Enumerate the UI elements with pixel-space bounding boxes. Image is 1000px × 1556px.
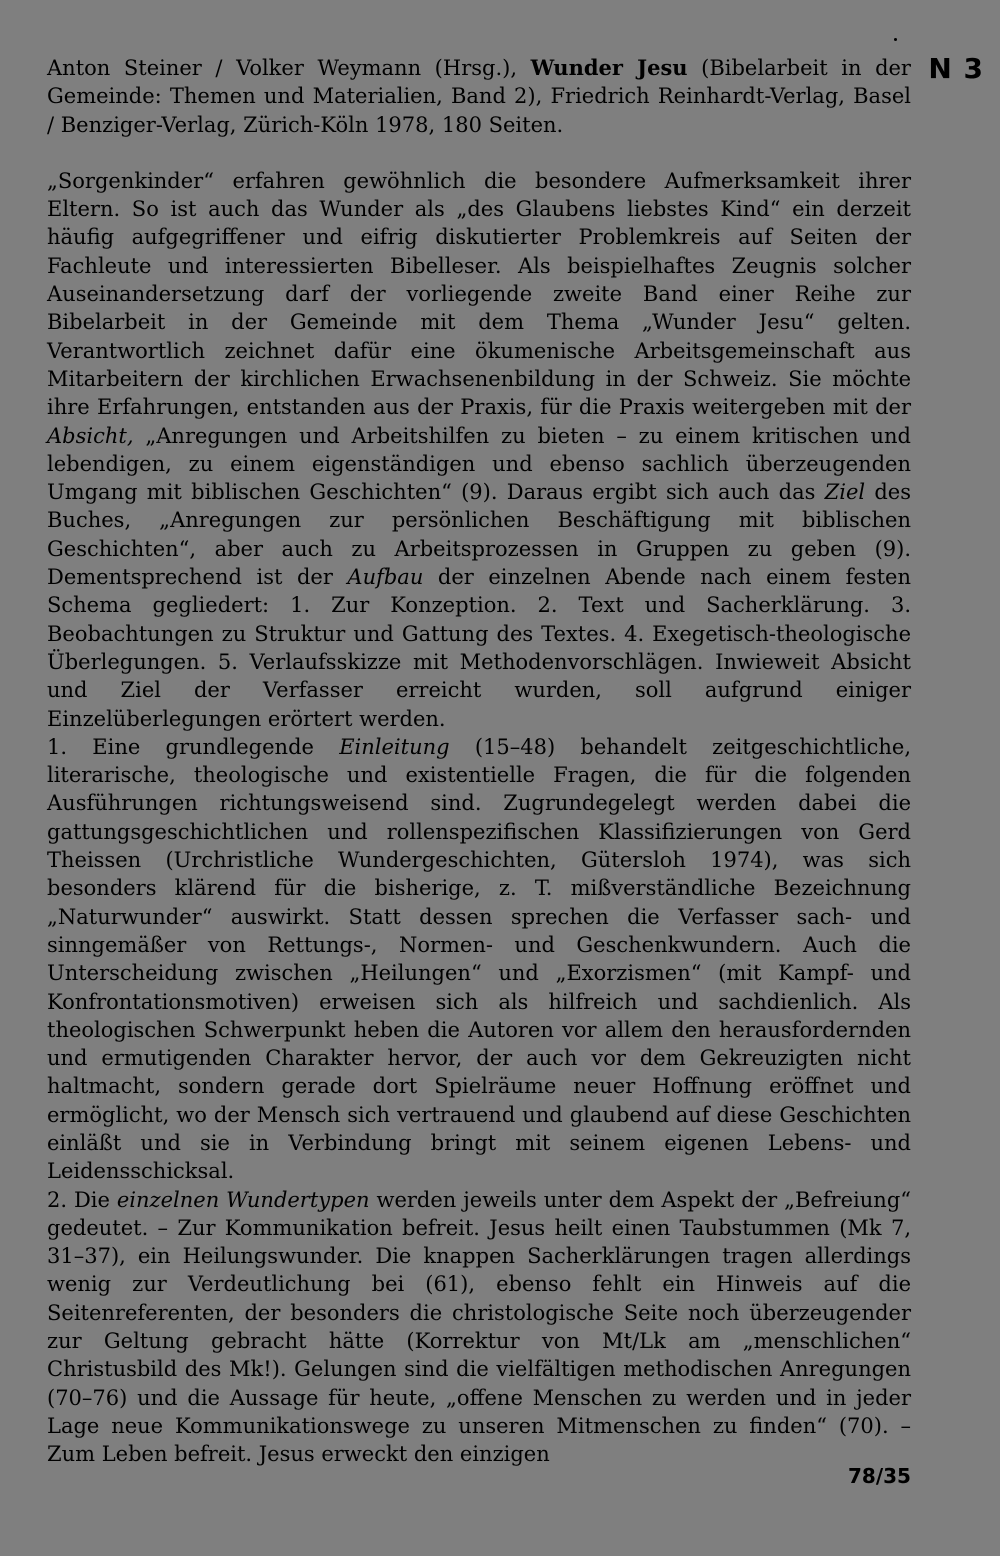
speck [894, 38, 897, 41]
biblio-authors: Anton Steiner / Volker Weymann (Hrsg.), [47, 56, 531, 80]
biblio-details: (Bibelarbeit in der Gemeinde: Themen und Materialien, Band 2), Friedrich Reinhardt-Verlag, Basel / Benziger-Verlag, Zürich-Köln 1978, 180 Seiten. [47, 56, 911, 137]
body-text [47, 54, 911, 1469]
emphasis: Aufbau [347, 565, 424, 590]
paragraph-wundertypen [47, 1186, 911, 1469]
paragraph-intro [47, 167, 911, 733]
text-run: 1. Eine grundlegende [47, 734, 340, 759]
page-number: 78/35 [848, 1464, 911, 1488]
text-run: (15–48) behandelt zeitgeschichtliche, literarische, theologische und existentielle Fragen, die für die folgenden Ausführungen richtungsweisend sind. Zugrundegelegt werden dabei die gattungsgeschichtlichen und rollenspezifischen Klassifizierungen von Gerd Theissen (Urchristliche Wundergeschichten, Gütersloh 1974), was sich besonders klärend für die bisherige, z. T. mißverständliche Bezeichnung „Naturwunder“ auswirkt. Statt dessen sprechen die Verfasser sach- und sinngemäßer von Rettungs-, Normen- und Geschenkwundern. Auch die Unterscheidung zwischen „Heilungen“ und „Exorzismen“ (mit Kampf- und Konfrontationsmotiven) erweisen sich als hilfreich und sachdienlich. Als theologischen Schwerpunkt heben die Autoren vor allem den herausfordernden und ermutigenden Charakter hervor, der auch vor dem Gekreuzigten nicht haltmacht, sondern gerade dort Spielräume neuer Hoffnung eröffnet und ermöglicht, wo der Mensch sich vertrauend und glaubend auf diese Geschichten einläßt und sie in Verbindung bringt mit seinem eigenen Lebens- und Leidensschicksal. [47, 734, 911, 1184]
bibliographic-entry [47, 54, 911, 139]
text-run: 2. Die [47, 1187, 117, 1212]
text-run: „Anregungen und Arbeitshilfen zu bieten – zu einem kritischen und lebendigen, zu einem eigenständigen und ebenso sachlich überzeugenden Umgang mit biblischen Geschichten“ (9). Daraus ergibt sich auch das [47, 423, 911, 505]
emphasis: einzelnen Wundertypen [116, 1187, 370, 1212]
text-run: des Buches, „Anregungen zur persönlichen Beschäftigung mit biblischen Geschichten“, aber auch zu Arbeitsprozessen in Gruppen zu geben (9). Dementsprechend ist der [47, 480, 911, 590]
emphasis: Ziel [824, 480, 866, 505]
biblio-title: Wunder Jesu [530, 55, 688, 80]
text-run: werden jeweils unter dem Aspekt der „Befreiung“ gedeutet. – Zur Kommunikation befreit. Jesus heilt einen Taubstummen (Mk 7, 31–37), ein Heilungswunder. Die knappen Sacherklärungen tragen allerdings wenig zur Verdeutlichung bei (61), ebenso fehlt ein Hinweis auf die Seitenreferenten, der besonders die christologische Seite noch überzeugender zur Geltung gebracht hätte (Korrektur von Mt/Lk am „menschlichen“ Christusbild des Mk!). Gelungen sind die vielfältigen methodischen Anregungen (70–76) und die Aussage für heute, „offene Menschen zu werden und in jeder Lage neue Kommunikationswege zu unseren Mitmenschen zu finden“ (70). – Zum Leben befreit. Jesus erweckt den einzigen [47, 1187, 911, 1467]
section-code: N 3 [928, 52, 984, 85]
paragraph-einleitung [47, 733, 911, 1186]
text-run: „Sorgenkinder“ erfahren gewöhnlich die besondere Aufmerksamkeit ihrer Eltern. So ist auch das Wunder als „des Glaubens liebstes Kind“ ein derzeit häufig aufgegriffener und eifrig diskutierter Problemkreis auf Seiten der Fachleute und interessierten Bibelleser. Als beispielhaftes Zeugnis solcher Auseinandersetzung darf der vorliegende zweite Band einer Reihe zur Bibelarbeit in der Gemeinde mit dem Thema „Wunder Jesu“ gelten. Verantwortlich zeichnet dafür eine ökumenische Arbeitsgemeinschaft aus Mitarbeitern der kirchlichen Erwachsenenbildung in der Schweiz. Sie möchte ihre Erfahrungen, entstanden aus der Praxis, für die Praxis weitergeben mit der [47, 168, 911, 420]
text-run: der einzelnen Abende nach einem festen Schema gegliedert: 1. Zur Konzeption. 2. Text und Sacherklärung. 3. Beobachtungen zu Struktur und Gattung des Textes. 4. Exegetisch-theologische Überlegungen. 5. Verlaufsskizze mit Methodenvorschlägen. Inwieweit Absicht und Ziel der Verfasser erreicht wurden, soll aufgrund einiger Einzelüberlegungen erörtert werden. [47, 565, 911, 731]
emphasis: Absicht, [47, 423, 134, 448]
emphasis: Einleitung [339, 734, 450, 759]
